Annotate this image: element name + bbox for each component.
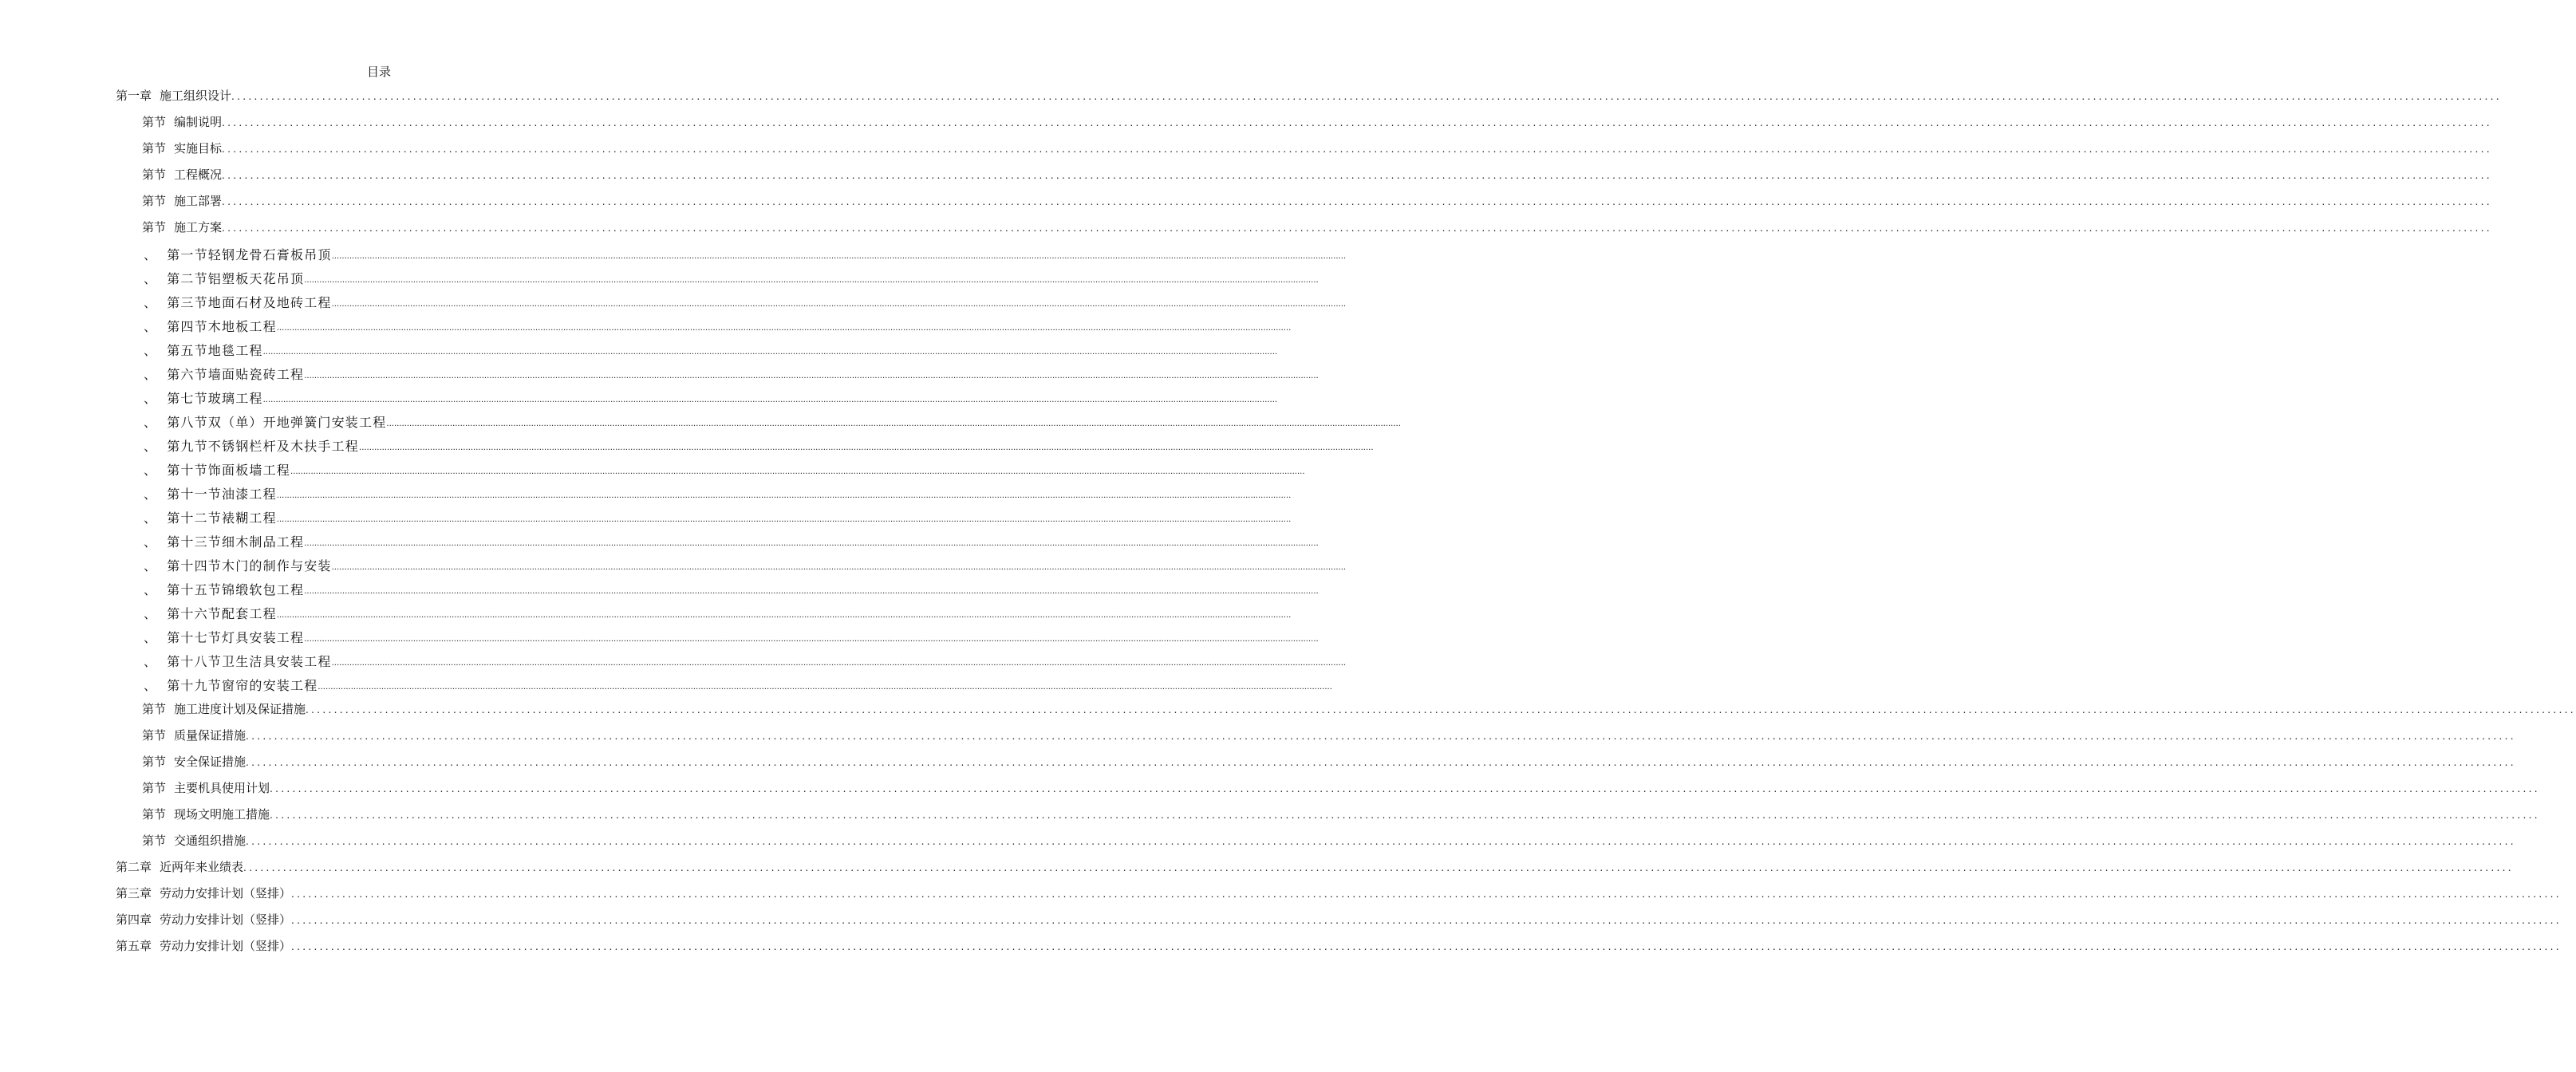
toc-entry-title: 质量保证措施 [174,728,247,743]
toc-entry-title: 第十一节油漆工程 [167,487,277,502]
toc-entry[interactable] [116,857,2514,875]
toc-entry[interactable] [144,651,1347,670]
toc-entry[interactable] [142,218,2492,235]
toc-entry-prefix: 第一章 [116,89,152,103]
toc-entry[interactable] [116,910,2562,928]
toc-entry-prefix: 第节 [142,834,167,848]
toc-entry-title: 第十四节木门的制作与安装 [167,558,332,573]
dot-leader: ................................................................................................................................................................................................................................................................................................................................................................................................................ [276,324,1292,333]
toc-entry[interactable] [144,436,1374,455]
toc-entry[interactable] [144,627,1319,646]
toc-entry[interactable] [144,507,1292,526]
dot-leader: ................................................................................................................................................................................................................................................................................................................................................................................................................ [270,810,2540,821]
toc-entry-title: 劳动力安排计划（竖排） [160,912,292,927]
toc-entry-title: 第九节不锈钢栏杆及木扶手工程 [167,439,360,454]
toc-entry-prefix: 第节 [142,220,167,235]
toc-entry-title: 实施目标 [174,141,223,156]
toc-entry[interactable] [144,603,1292,622]
toc-entry-prefix: 、 [144,295,158,310]
toc-entry-prefix: 、 [144,391,158,406]
toc-entry-prefix: 、 [144,439,158,454]
toc-entry[interactable] [144,364,1319,383]
toc-entry[interactable] [144,675,1332,694]
toc-entry-prefix: 第四章 [116,912,152,927]
toc-entry-prefix: 第节 [142,702,167,716]
toc-entry-prefix: 、 [144,319,158,334]
toc-entry[interactable] [142,191,2492,209]
toc-entry-prefix: 、 [144,558,158,573]
toc-entry-title: 第十二节裱糊工程 [167,510,277,526]
toc-entry-prefix: 、 [144,247,158,262]
toc-entry[interactable] [144,316,1292,335]
toc-entry-title: 交通组织措施 [174,834,247,848]
toc-entry-prefix: 、 [144,510,158,526]
dot-leader: ................................................................................................................................................................................................................................................................................................................................................................................................................ [290,467,1305,476]
toc-entry[interactable] [142,778,2540,796]
dot-leader: ................................................................................................................................................................................................................................................................................................................................................................................................................ [291,941,2562,952]
toc-entry-title: 劳动力安排计划（竖排） [160,886,292,901]
toc-entry-title: 第十五节锦缎软包工程 [167,582,305,597]
dot-leader: ................................................................................................................................................................................................................................................................................................................................................................................................................ [246,731,2516,742]
dot-leader: ................................................................................................................................................................................................................................................................................................................................................................................................................ [222,117,2492,128]
toc-entry-prefix: 第三章 [116,886,152,901]
toc-entry-title: 第十三节细木制品工程 [167,534,305,550]
toc-title: 目录 [366,65,391,79]
dot-leader: ................................................................................................................................................................................................................................................................................................................................................................................................................ [222,144,2492,155]
dot-leader: ................................................................................................................................................................................................................................................................................................................................................................................................................ [276,491,1292,500]
toc-entry-title: 第七节玻璃工程 [167,391,263,406]
toc-entry-title: 施工部署 [174,194,223,208]
dot-leader: ................................................................................................................................................................................................................................................................................................................................................................................................................ [318,683,1332,692]
toc-entry-prefix: 第节 [142,168,167,182]
toc-entry[interactable] [142,805,2540,822]
dot-leader: ................................................................................................................................................................................................................................................................................................................................................................................................................ [359,443,1374,452]
toc-entry-title: 安全保证措施 [174,755,247,769]
dot-leader: ................................................................................................................................................................................................................................................................................................................................................................................................................ [386,420,1401,428]
toc-entry-prefix: 、 [144,534,158,550]
dot-leader: ................................................................................................................................................................................................................................................................................................................................................................................................................ [276,611,1292,620]
toc-entry[interactable] [144,412,1401,431]
toc-entry-title: 第十节饰面板墙工程 [167,463,291,478]
toc-entry-title: 第十九节窗帘的安装工程 [167,678,318,693]
toc-entry-title: 第六节墙面贴瓷砖工程 [167,367,305,382]
dot-leader: ................................................................................................................................................................................................................................................................................................................................................................................................................ [276,515,1292,524]
dot-leader: ................................................................................................................................................................................................................................................................................................................................................................................................................ [262,396,1278,404]
toc-entry-title: 编制说明 [174,115,223,129]
dot-leader: ................................................................................................................................................................................................................................................................................................................................................................................................................ [262,348,1278,357]
toc-entry-title: 第十六节配套工程 [167,606,277,621]
toc-entry-prefix: 、 [144,463,158,478]
toc-entry-title: 施工方案 [174,220,223,235]
toc-entry-prefix: 第节 [142,755,167,769]
toc-entry[interactable] [144,459,1305,479]
dot-leader: ................................................................................................................................................................................................................................................................................................................................................................................................................ [331,563,1347,572]
dot-leader: ................................................................................................................................................................................................................................................................................................................................................................................................................ [304,539,1319,548]
toc-entry-prefix: 、 [144,343,158,358]
toc-entry[interactable] [116,884,2562,901]
toc-entry-title: 第四节木地板工程 [167,319,277,334]
toc-entry[interactable] [116,86,2502,104]
toc-entry-prefix: 第二章 [116,860,152,874]
toc-entry-prefix: 、 [144,678,158,693]
dot-leader: ................................................................................................................................................................................................................................................................................................................................................................................................................ [304,276,1319,285]
toc-entry-prefix: 、 [144,630,158,645]
dot-leader: ................................................................................................................................................................................................................................................................................................................................................................................................................ [331,659,1347,668]
toc-entry[interactable] [144,483,1292,503]
dot-leader: ................................................................................................................................................................................................................................................................................................................................................................................................................ [246,836,2516,847]
toc-entry-title: 施工组织设计 [160,89,232,103]
dot-leader: ................................................................................................................................................................................................................................................................................................................................................................................................................ [243,862,2514,873]
toc-entry-title: 劳动力安排计划（竖排） [160,939,292,953]
dot-leader: ................................................................................................................................................................................................................................................................................................................................................................................................................ [306,704,2576,715]
dot-leader: ................................................................................................................................................................................................................................................................................................................................................................................................................ [331,300,1347,309]
toc-entry[interactable] [144,555,1347,574]
dot-leader: ................................................................................................................................................................................................................................................................................................................................................................................................................ [291,889,2562,900]
toc-entry-title: 第十八节卫生洁具安装工程 [167,654,332,669]
toc-entry-prefix: 第节 [142,194,167,208]
dot-leader: ................................................................................................................................................................................................................................................................................................................................................................................................................ [222,196,2492,207]
toc-entry-title: 第五节地毯工程 [167,343,263,358]
toc-entry-prefix: 、 [144,606,158,621]
toc-entry-prefix: 、 [144,582,158,597]
toc-entry-title: 现场文明施工措施 [174,807,270,822]
dot-leader: ................................................................................................................................................................................................................................................................................................................................................................................................................ [222,170,2492,181]
toc-entry-title: 第八节双（单）开地弹簧门安装工程 [167,415,387,430]
toc-entry-prefix: 、 [144,271,158,286]
toc-entry[interactable] [144,579,1319,598]
toc-entry-title: 第二节铝塑板天花吊顶 [167,271,305,286]
toc-entry-title: 工程概况 [174,168,223,182]
toc-entry-prefix: 第节 [142,807,167,822]
toc-entry-title: 第十七节灯具安装工程 [167,630,305,645]
toc-entry[interactable] [142,112,2492,130]
dot-leader: ................................................................................................................................................................................................................................................................................................................................................................................................................ [304,372,1319,380]
toc-entry-prefix: 第五章 [116,939,152,953]
toc-entry-title: 第三节地面石材及地砖工程 [167,295,332,310]
toc-entry[interactable] [116,936,2562,954]
dot-leader: ................................................................................................................................................................................................................................................................................................................................................................................................................ [231,91,2502,102]
toc-entry[interactable] [142,165,2492,183]
dot-leader: ................................................................................................................................................................................................................................................................................................................................................................................................................ [291,915,2562,926]
toc-entry[interactable] [144,340,1278,359]
toc-entry[interactable] [142,139,2492,156]
dot-leader: ................................................................................................................................................................................................................................................................................................................................................................................................................ [270,783,2540,794]
dot-leader: ................................................................................................................................................................................................................................................................................................................................................................................................................ [304,587,1319,596]
toc-entry-prefix: 、 [144,487,158,502]
toc-entry[interactable] [144,244,1347,263]
toc-entry[interactable] [144,388,1278,407]
toc-entry[interactable] [142,752,2516,770]
toc-entry[interactable] [144,531,1319,550]
toc-entry-title: 施工进度计划及保证措施 [174,702,306,716]
toc-entry[interactable] [142,700,2576,717]
toc-entry-prefix: 第节 [142,141,167,156]
toc-entry-title: 近两年来业绩表 [160,860,244,874]
dot-leader: ................................................................................................................................................................................................................................................................................................................................................................................................................ [222,223,2492,234]
toc-entry-title: 主要机具使用计划 [174,781,270,795]
toc-entry-prefix: 、 [144,415,158,430]
dot-leader: ................................................................................................................................................................................................................................................................................................................................................................................................................ [331,252,1347,261]
toc-entry[interactable] [142,726,2516,743]
toc-entry-prefix: 、 [144,654,158,669]
toc-entry[interactable] [144,268,1319,287]
toc-entry-prefix: 、 [144,367,158,382]
toc-entry-prefix: 第节 [142,115,167,129]
toc-entry-prefix: 第节 [142,781,167,795]
toc-entry-title: 第一节轻钢龙骨石膏板吊顶 [167,247,332,262]
toc-entry[interactable] [142,831,2516,849]
dot-leader: ................................................................................................................................................................................................................................................................................................................................................................................................................ [246,757,2516,768]
toc-entry-prefix: 第节 [142,728,167,743]
dot-leader: ................................................................................................................................................................................................................................................................................................................................................................................................................ [304,635,1319,644]
toc-entry[interactable] [144,292,1347,311]
